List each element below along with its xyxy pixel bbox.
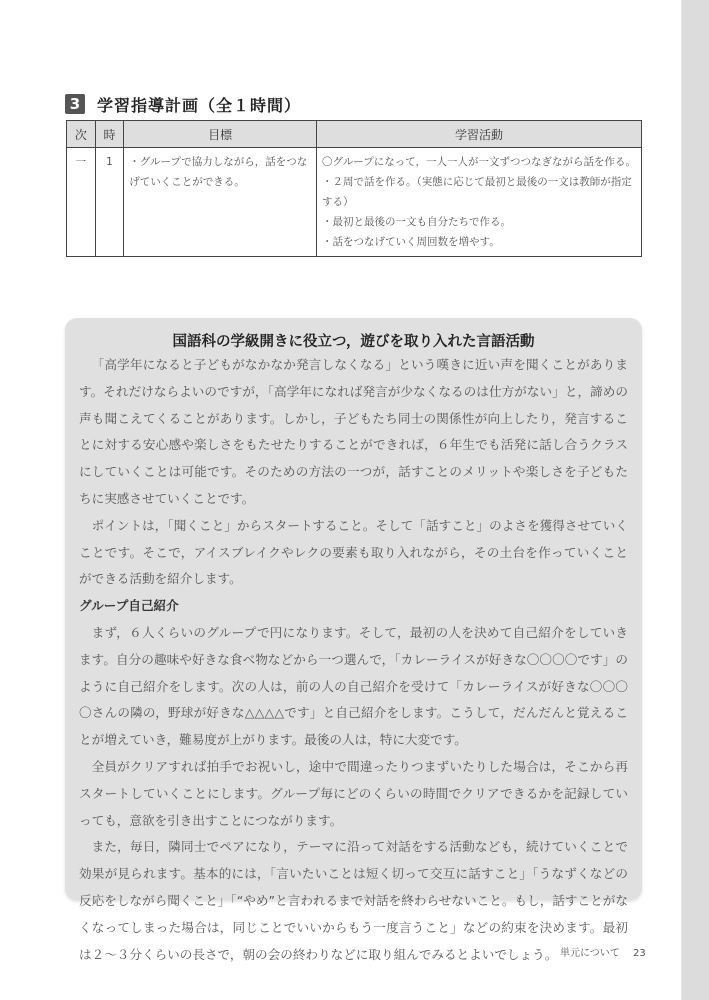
table-header-row [67, 121, 642, 148]
paragraph: また，毎日，隣同士でペアになり，テーマに沿って対話をする活動なども，続けていくことで効果が見られます。基本的には，「言いたいことは短く切って交互に話すこと」「うなずくなどの反応をしながら聞くこと」「“やめ”と言われるまで対話を終わらせないこと。もし，話すことがなくなってしまった場合は，同じことでいいからもう一度言うこと」などの約束を決めます。最初は２～３分くらいの長さで，朝の会の終わりなどに取り組んでみるとよいでしょう。 [79, 839, 628, 962]
page-edge-strip [681, 0, 709, 1000]
cell-ji: 一 [67, 148, 96, 257]
paragraph: まず，６人くらいのグループで円になります。そして，最初の人を決めて自己紹介をしていきます。自分の趣味や好きな食べ物などから一つ選んで，「カレーライスが好きな〇〇〇〇です」のように自己紹介をします。次の人は，前の人の自己紹介を受けて「カレーライスが好きな〇〇〇〇さんの隣の，野球が好きな△△△△です」と自己紹介をします。こうして，だんだんと覚えることが増えていき，難易度が上がります。最後の人は，特に大変です。 [79, 624, 628, 748]
page-number: 23 [633, 948, 646, 959]
paragraph: 「高学年になると子どもがなかなか発言しなくなる」という嘆きに近い声を聞くことがあります。それだけならよいのですが，「高学年になれば発言が少なくなるのは仕方がない」と，諦めの声も聞こえてくることがあります。しかし，子どもたち同士の関係性が向上したり，発言することに対する安心感や楽しさをもたせたりすることができれば，６年生でも活発に話し合うクラスにしていくことは可能です。そのための方法の一つが，話すことのメリットや楽しさを子どもたちに実感させていくことです。 [79, 357, 628, 506]
paragraph: 全員がクリアすれば拍手でお祝いし，途中で間違ったりつまずいたりした場合は，そこから再スタートしていくことにします。グループ毎にどのくらいの時間でクリアできるかを記録していっても，意欲を引き出すことにつながります。 [79, 758, 628, 828]
header-ji: 次 [67, 121, 96, 148]
column-title: 国語科の学級開きに役立つ，遊びを取り入れた言語活動 [172, 334, 535, 350]
lesson-plan-table [66, 120, 642, 257]
activity-item: ・２周で話を作る。（実態に応じて最初と最後の一文は教師が指定する） [322, 176, 632, 208]
header-activities: 学習活動 [317, 121, 642, 148]
header-goal: 目標 [124, 121, 317, 148]
header-toki: 時 [95, 121, 124, 148]
paragraph: ポイントは，「聞くこと」からスタートすること。そして「話すこと」のよさを獲得させていくことです。そこで，アイスブレイクやレクの要素も取り入れながら，その土台を作っていくことができる活動を紹介します。 [79, 517, 628, 587]
cell-toki: 1 [95, 148, 124, 257]
activity-item: ・話をつなげていく周回数を増やす。 [322, 236, 500, 248]
section-title: 学習指導計画（全１時間） [97, 95, 302, 115]
subheading: グループ自己紹介 [79, 598, 179, 614]
section-heading [65, 93, 301, 115]
cell-goal: ・グループで協力しながら，話をつなげていくことができる。 [124, 148, 317, 257]
activity-item: 〇グループになって，一人一人が一文ずつつなぎながら話を作る。 [322, 156, 636, 168]
chapter-label: 単元について [560, 948, 620, 959]
table-row [67, 148, 642, 257]
section-number-badge: 3 [65, 94, 85, 114]
column-body [79, 352, 628, 968]
activity-item: ・最初と最後の一文も自分たちで作る。 [322, 216, 511, 228]
page-footer [560, 944, 646, 959]
cell-activities [317, 148, 642, 257]
